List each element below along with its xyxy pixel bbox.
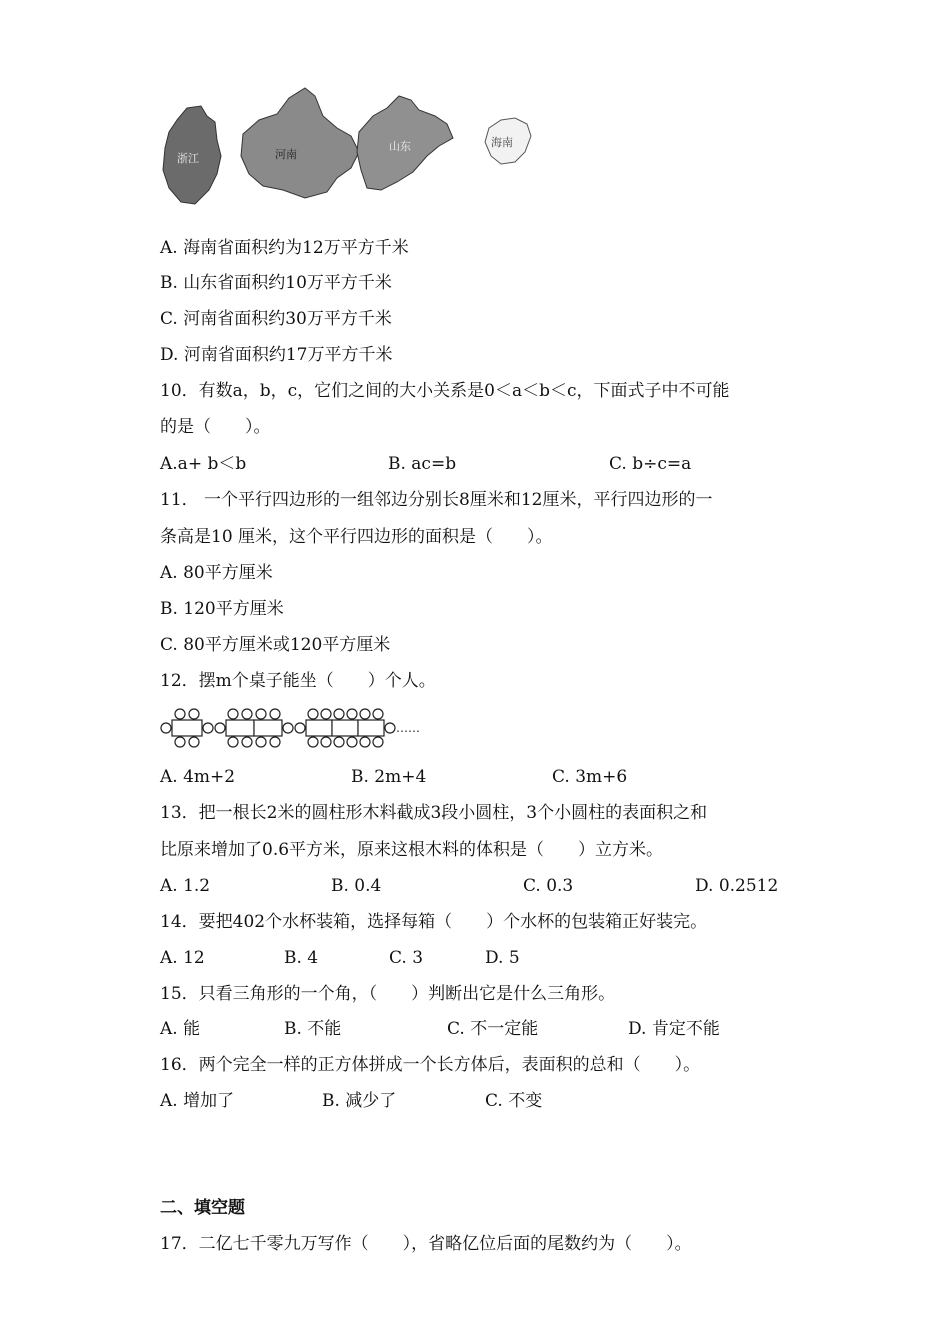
map-label-hainan: 海南: [491, 136, 513, 149]
q15-option-a: A. 能: [160, 1019, 201, 1039]
q15-option-d: D. 肯定不能: [628, 1019, 720, 1039]
map-label-shandong: 山东: [389, 140, 411, 153]
q11-option-b: B. 120平方厘米: [160, 599, 284, 619]
henan-map: [241, 88, 359, 198]
q13-option-b: B. 0.4: [331, 876, 382, 896]
table-2a: [226, 720, 254, 736]
q15-option-b: B. 不能: [284, 1019, 342, 1039]
q12-option-b: B. 2m+4: [351, 767, 427, 787]
q10-option-a: A.a+ b＜b: [160, 454, 247, 474]
q13-option-d: D. 0.2512: [695, 876, 779, 896]
table-3a: [306, 720, 332, 736]
table-3c: [358, 720, 384, 736]
table-1: [172, 720, 202, 736]
q14-option-c: C. 3: [389, 948, 424, 968]
q13-stem-line1: 13．把一根长2米的圆柱形木料截成3段小圆柱，3个小圆柱的表面积之和: [160, 803, 708, 823]
q11-stem-line1: 11． 一个平行四边形的一组邻边分别长8厘米和12厘米，平行四边形的一: [160, 490, 713, 510]
q13-option-a: A. 1.2: [160, 876, 211, 896]
q16-option-b: B. 减少了: [322, 1091, 397, 1111]
q10-stem-line1: 10．有数a，b，c，它们之间的大小关系是0＜a＜b＜c，下面式子中不可能: [160, 381, 730, 401]
q11-option-c: C. 80平方厘米或120平方厘米: [160, 635, 391, 655]
province-maps-figure: [155, 82, 545, 210]
q10-option-b: B. ac=b: [388, 454, 457, 474]
q11-option-a: A. 80平方厘米: [160, 563, 273, 583]
q13-option-c: C. 0.3: [523, 876, 574, 896]
map-label-henan: 河南: [275, 148, 297, 161]
q15-option-c: C. 不一定能: [447, 1019, 539, 1039]
q9-option-b: B. 山东省面积约10万平方千米: [160, 273, 392, 293]
q16-option-c: C. 不变: [485, 1091, 543, 1111]
q10-option-c: C. b÷c=a: [609, 454, 692, 474]
q14-option-b: B. 4: [284, 948, 319, 968]
q16-stem: 16．两个完全一样的正方体拼成一个长方体后，表面积的总和（ ）。: [160, 1055, 701, 1075]
q9-option-a: A. 海南省面积约为12万平方千米: [160, 238, 409, 258]
map-label-zhejiang: 浙江: [177, 152, 199, 165]
tables-pattern-figure: [160, 708, 430, 748]
table-2b: [254, 720, 282, 736]
q13-stem-line2: 比原来增加了0.6平方米，原来这根木料的体积是（ ）立方米。: [160, 840, 664, 860]
table-3b: [332, 720, 358, 736]
q14-option-d: D. 5: [485, 948, 520, 968]
section-title-fill-in: 二、填空题: [160, 1198, 245, 1218]
q15-stem: 15．只看三角形的一个角，（ ）判断出它是什么三角形。: [160, 984, 616, 1004]
q11-stem-line2: 条高是10 厘米，这个平行四边形的面积是（ ）。: [160, 527, 553, 547]
q12-stem: 12．摆m个桌子能坐（ ）个人。: [160, 671, 436, 691]
q9-option-c: C. 河南省面积约30万平方千米: [160, 309, 392, 329]
q14-option-a: A. 12: [160, 948, 205, 968]
tables-ellipsis: ……: [396, 721, 420, 735]
q10-stem-line2: 的是（ ）。: [160, 417, 271, 437]
q12-option-c: C. 3m+6: [552, 767, 628, 787]
q14-stem: 14．要把402个水杯装箱，选择每箱（ ）个水杯的包装箱正好装完。: [160, 912, 708, 932]
q16-option-a: A. 增加了: [160, 1091, 235, 1111]
q12-option-a: A. 4m+2: [160, 767, 236, 787]
q9-option-d: D. 河南省面积约17万平方千米: [160, 345, 393, 365]
q17-stem: 17．二亿七千零九万写作（ ），省略亿位后面的尾数约为（ ）。: [160, 1234, 692, 1254]
